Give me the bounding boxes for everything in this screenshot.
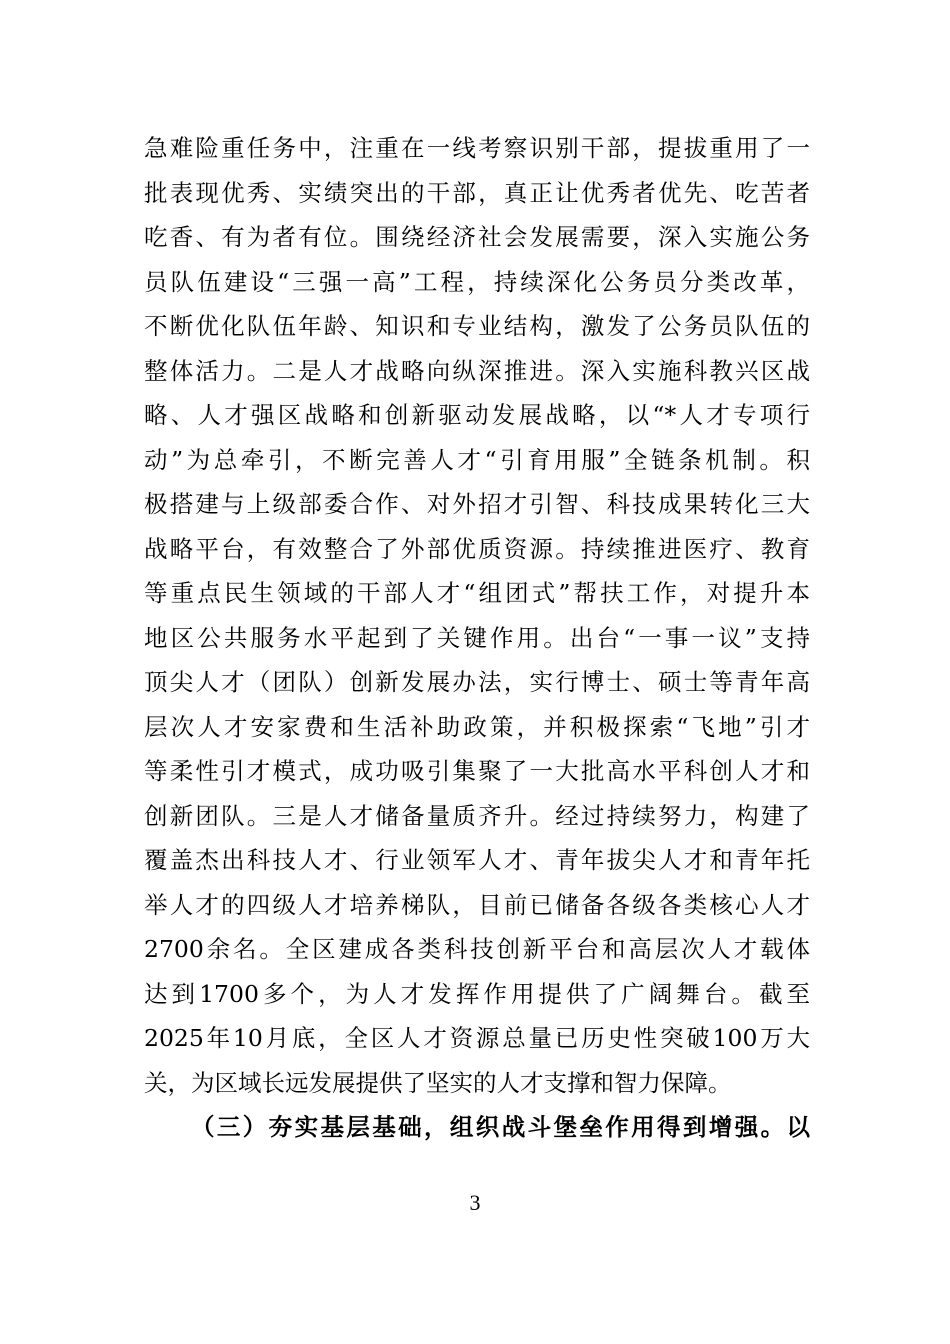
paragraph-line-15: 等柔性引才模式，成功吸引集聚了一大批高水平科创人才和: [144, 757, 810, 785]
paragraph-line-1: 急难险重任务中，注重在一线考察识别干部，提拔重用了一: [144, 134, 810, 162]
paragraph-line-16: 创新团队。三是人才储备量质齐升。经过持续努力，构建了: [144, 801, 810, 830]
paragraph-line-17: 覆盖杰出科技人才、行业领军人才、青年拔尖人才和青年托: [144, 846, 810, 874]
paragraph-line-22: 关，为区域长远发展提供了坚实的人才支撑和智力保障。: [144, 1068, 732, 1097]
paragraph-line-7: 略、人才强区战略和创新驱动发展战略，以“*人才专项行: [144, 401, 810, 429]
paragraph-line-19: 2700余名。全区建成各类科技创新平台和高层次人才载体: [144, 935, 810, 963]
paragraph-line-21: 2025年10月底，全区人才资源总量已历史性突破100万大: [144, 1024, 810, 1052]
body-text: [144, 126, 810, 1150]
paragraph-line-6: 整体活力。二是人才战略向纵深推进。深入实施科教兴区战: [144, 356, 810, 385]
paragraph-line-2: 批表现优秀、实绩突出的干部，真正让优秀者优先、吃苦者: [144, 178, 810, 207]
page-number: 3: [469, 1190, 481, 1215]
paragraph-line-8: 动”为总牵引，不断完善人才“引育用服”全链条机制。积: [144, 445, 810, 474]
paragraph-line-18: 举人才的四级人才培养梯队，目前已储备各级各类核心人才: [144, 890, 810, 919]
paragraph-line-10: 战略平台，有效整合了外部优质资源。持续推进医疗、教育: [144, 534, 810, 563]
paragraph-line-12: 地区公共服务水平起到了关键作用。出台“一事一议”支持: [144, 623, 810, 652]
paragraph-line-5: 不断优化队伍年龄、知识和专业结构，激发了公务员队伍的: [144, 312, 810, 340]
paragraph-line-20: 达到1700多个，为人才发挥作用提供了广阔舞台。截至: [144, 979, 810, 1008]
paragraph-line-11: 等重点民生领域的干部人才“组团式”帮扶工作，对提升本: [144, 579, 810, 607]
paragraph-line-4: 员队伍建设“三强一高”工程，持续深化公务员分类改革，: [144, 267, 810, 296]
paragraph-line-9: 极搭建与上级部委合作、对外招才引智、科技成果转化三大: [144, 490, 810, 518]
paragraph-line-14: 层次人才安家费和生活补助政策，并积极探索“飞地”引才: [144, 712, 810, 741]
section-heading: （三）夯实基层基础，组织战斗堡垒作用得到增强。以: [191, 1113, 810, 1141]
paragraph-line-3: 吃香、有为者有位。围绕经济社会发展需要，深入实施公务: [144, 223, 810, 251]
paragraph-line-13: 顶尖人才（团队）创新发展办法，实行博士、硕士等青年高: [144, 668, 810, 696]
